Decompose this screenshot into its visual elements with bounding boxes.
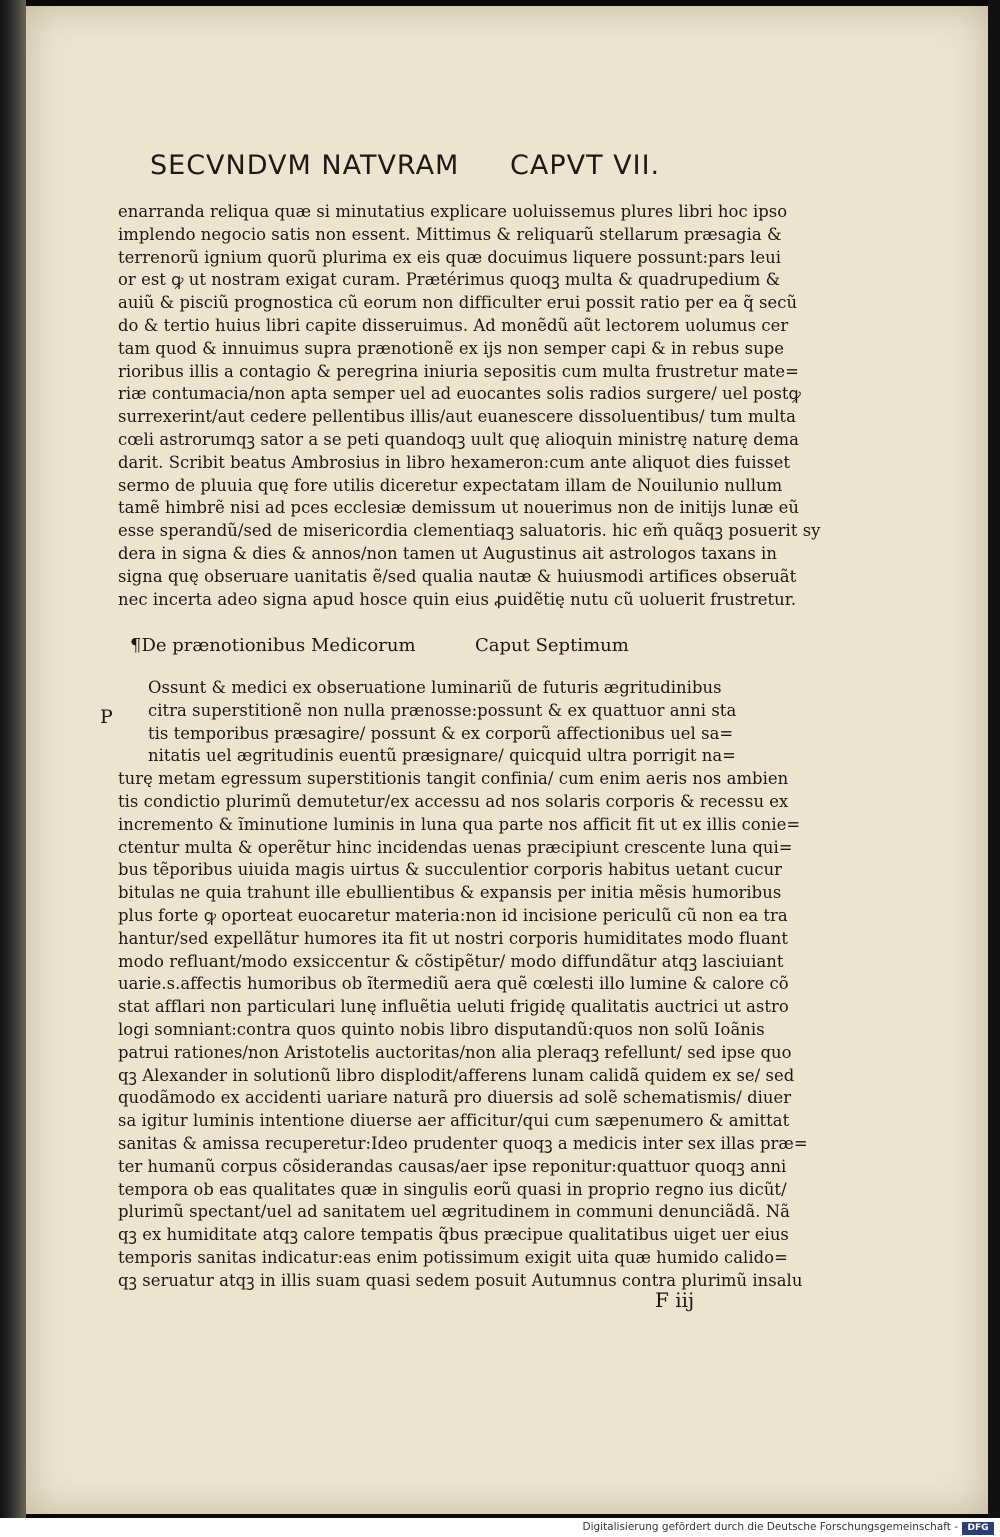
dfg-logo: DFG: [962, 1522, 994, 1535]
paragraph-2: [118, 677, 808, 1293]
text-line: darit. Scribit beatus Ambrosius in libro hexameron:cum ante aliquot dies fuisset: [118, 452, 791, 472]
text-line: turę metam egressum superstitionis tangit confinia/ cum enim aeris nos ambien: [118, 769, 789, 789]
text-line: esse sperandũ/sed de misericordia clementiaqꝫ saluatoris. hic em̃ quãqꝫ posuerit sy: [118, 521, 821, 541]
text-line: sa igitur luminis intentione diuerse aer afficitur/qui cum sæpenumero & amittat: [118, 1111, 790, 1131]
text-line: patrui rationes/non Aristotelis auctoritas/non alia pleraqꝫ refellunt/ sed ipse quo: [118, 1042, 792, 1062]
text-line: tam quod & innuimus supra prænotionẽ ex ijs non semper capi & in rebus supe: [118, 338, 785, 358]
signature-mark: F iij: [655, 1288, 695, 1312]
section-caput: Caput Septimum: [475, 635, 629, 656]
text-line: do & tertio huius libri capite disseruimus. Ad monẽdũ aũt lectorem uolumus cer: [118, 315, 789, 335]
text-line: modo refluant/modo exsiccentur & cõstipẽtur/ modo diffundãtur atqꝫ lasciuiant: [118, 951, 784, 971]
text-line: tamẽ himbrẽ nisi ad pces ecclesiæ demissum ut nouerimus non de initijs lunæ eũ: [118, 498, 800, 518]
text-line: signa quę obseruare uanitatis ẽ/sed qualia nautæ & huiusmodi artifices obseruãt: [118, 566, 797, 586]
text-line: or est ꝙ ut nostram exigat curam. Prætérimus quoqꝫ multa & quadrupedium &: [118, 270, 781, 290]
text-line: Ossunt & medici ex obseruatione luminariũ de futuris ægritudinibus: [148, 678, 722, 697]
text-line: plurimũ spectant/uel ad sanitatem uel ægritudinem in communi denunciãdã. Nã: [118, 1202, 790, 1222]
text-line: nec incerta adeo signa apud hosce quin eius ꝓuidẽtię nutu cũ uoluerit frustretur.: [118, 589, 797, 609]
text-line: bitulas ne quia trahunt ille ebullientibus & expansis per initia mẽsis humoribus: [118, 883, 782, 903]
text-line: qꝫ seruatur atqꝫ in illis suam quasi sedem posuit Autumnus contra plurimũ insalu: [118, 1270, 803, 1290]
text-line: quodãmodo ex accidenti uariare naturã pro diuersis ad solẽ schematismis/ diuer: [118, 1088, 792, 1108]
text-line: logi somniant:contra quos quinto nobis libro disputandũ:quos non solũ Ioãnis: [118, 1019, 765, 1039]
running-head-right: CAPVT VII.: [510, 150, 661, 181]
text-line: rioribus illis a contagio & peregrina iniuria sepositis cum multa frustretur mate=: [118, 361, 799, 381]
section-title: ¶De prænotionibus Medicorum: [130, 635, 416, 656]
text-line: implendo negocio satis non essent. Mittimus & reliquarũ stellarum præsagia &: [118, 224, 782, 244]
running-head: [150, 150, 730, 190]
text-line: tis condictio plurimũ demutetur/ex accessu ad nos solaris corporis & recessu ex: [118, 791, 789, 811]
paragraph-1: [118, 201, 821, 611]
text-line: nitatis uel ægritudinis euentũ præsignare/ quicquid ultra porrigit na=: [148, 746, 736, 766]
running-head-left: SECVNDVM NATVRAM: [150, 150, 460, 181]
book-edge-left: [0, 0, 26, 1518]
footer-credit: Digitalisierung gefördert durch die Deutsche Forschungsgemeinschaft -: [582, 1521, 958, 1533]
text-line: cœli astrorumqꝫ sator a se peti quandoqꝫ uult quę alioquin ministrę naturę dema: [118, 429, 799, 449]
text-line: ter humanũ corpus cõsiderandas causas/aer ipse reponitur:quattuor quoqꝫ anni: [118, 1156, 787, 1176]
text-line: sanitas & amissa recuperetur:Ideo prudenter quoqꝫ a medicis inter sex illas præ=: [118, 1133, 808, 1153]
text-line: qꝫ ex humiditate atqꝫ calore tempatis q̃bus præcipue qualitatibus uiget uer eius: [118, 1225, 789, 1245]
text-line: ctentur multa & operẽtur hinc incidendas uenas præcipiunt crescente luna qui=: [118, 837, 793, 857]
text-line: incremento & ĩminutione luminis in luna qua parte nos afficit fit ut ex illis conie=: [118, 814, 801, 834]
text-line: plus forte ꝙ oporteat euocaretur materia:non id incisione periculũ cũ non ea tra: [118, 905, 788, 925]
text-line: citra superstitionẽ non nulla prænosse:possunt & ex quattuor anni sta: [148, 700, 737, 720]
drop-initial: P: [100, 706, 113, 728]
text-line: sermo de pluuia quę fore utilis diceretur expectatam illam de Nouilunio nullum: [118, 475, 783, 495]
text-line: hantur/sed expellãtur humores ita fit ut nostri corporis humiditates modo fluant: [118, 928, 789, 948]
section-heading: [130, 635, 650, 663]
text-line: enarranda reliqua quæ si minutatius explicare uoluissemus plures libri hoc ipso: [118, 202, 788, 221]
text-line: riæ contumacia/non apta semper uel ad euocantes solis radios surgere/ uel postꝙ: [118, 384, 801, 404]
text-line: surrexerint/aut cedere pellentibus illis/aut euanescere dissoluentibus/ tum multa: [118, 407, 796, 427]
book-edge-right: [988, 0, 1000, 1518]
text-line: uarie.s.affectis humoribus ob ĩtermediũ aera quẽ cœlesti illo lumine & calore cõ: [118, 974, 789, 994]
text-line: auiũ & pisciũ prognostica cũ eorum non difficulter erui possit ratio per ea q̃ secũ: [118, 293, 798, 313]
text-line: tis temporibus præsagire/ possunt & ex corporũ affectionibus uel sa=: [148, 723, 734, 743]
text-line: dera in signa & dies & annos/non tamen ut Augustinus ait astrologos taxans in: [118, 543, 777, 563]
text-line: tempora ob eas qualitates quæ in singulis eorũ quasi in proprio regno ius dicũt/: [118, 1179, 787, 1199]
text-line: terrenorũ ignium quorũ plurima ex eis quæ docuimus liquere possunt:pars leui: [118, 247, 782, 267]
text-line: qꝫ Alexander in solutionũ libro displodit/afferens lunam calidã quidem ex se/ sed: [118, 1065, 795, 1085]
text-line: stat afflari non particulari lunę influẽtia ueluti frigidę qualitatis auctrici ut astro: [118, 997, 789, 1017]
text-line: temporis sanitas indicatur:eas enim potissimum exigit uita quæ humido calido=: [118, 1247, 788, 1267]
footer-bar: [0, 1520, 1000, 1537]
text-line: bus tẽporibus uiuida magis uirtus & succulentior corporis habitus uetant cucur: [118, 860, 783, 880]
